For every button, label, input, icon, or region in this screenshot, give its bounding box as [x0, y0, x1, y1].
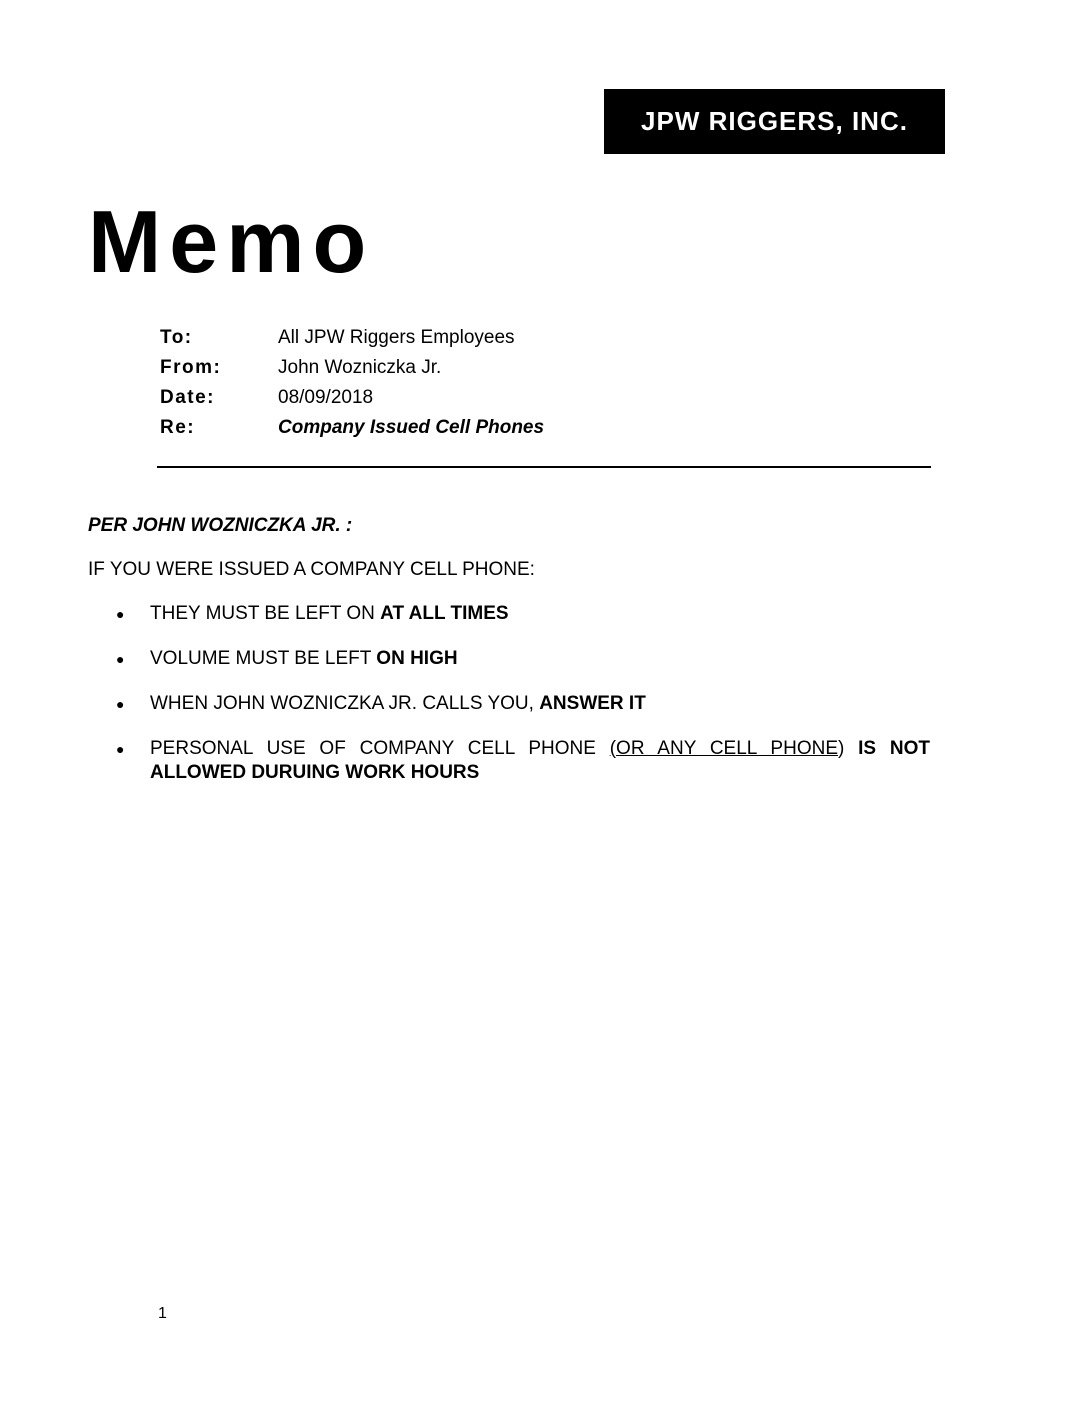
item-text: VOLUME MUST BE LEFT	[150, 648, 377, 669]
re-value: Company Issued Cell Phones	[278, 417, 545, 438]
header-divider	[157, 466, 931, 468]
item-underlined: OR ANY CELL PHONE	[616, 738, 839, 759]
bullet-icon: ●	[116, 741, 125, 757]
memo-title: Memo	[88, 192, 375, 291]
rules-list	[88, 602, 930, 785]
list-item	[88, 692, 930, 716]
per-line: PER JOHN WOZNICZKA JR. :	[88, 515, 353, 536]
list-item	[88, 737, 930, 785]
item-text: THEY MUST BE LEFT ON	[150, 603, 381, 624]
item-open-paren: (	[609, 738, 617, 759]
item-emphasis: ANSWER IT	[539, 693, 646, 714]
bullet-icon: ●	[116, 651, 125, 667]
item-emphasis: ON HIGH	[376, 648, 458, 669]
to-row	[160, 323, 940, 353]
intro-line: IF YOU WERE ISSUED A COMPANY CELL PHONE:	[88, 559, 535, 580]
from-value: John Wozniczka Jr.	[278, 357, 442, 378]
item-close-paren: )	[838, 738, 845, 759]
date-row	[160, 383, 940, 413]
item-emphasis: AT ALL TIMES	[380, 603, 509, 624]
from-label: From:	[160, 357, 222, 378]
bullet-icon: ●	[116, 606, 125, 622]
list-item	[88, 647, 930, 671]
page-number: 1	[158, 1305, 167, 1322]
item-text: PERSONAL USE OF COMPANY CELL PHONE	[150, 738, 610, 759]
to-value: All JPW Riggers Employees	[278, 327, 515, 348]
item-emphasis: IS NOT ALLOWED DURUING WORK HOURS	[150, 738, 930, 783]
bullet-icon: ●	[116, 696, 125, 712]
to-label: To:	[160, 327, 193, 348]
re-row	[160, 413, 940, 443]
item-text: WHEN JOHN WOZNICZKA JR. CALLS YOU,	[150, 693, 540, 714]
date-value: 08/09/2018	[278, 387, 374, 408]
company-name: JPW RIGGERS, INC.	[641, 106, 908, 136]
company-name-banner	[604, 89, 945, 154]
memo-header-fields	[160, 323, 940, 443]
list-item	[88, 602, 930, 626]
date-label: Date:	[160, 387, 216, 408]
from-row	[160, 353, 940, 383]
re-label: Re:	[160, 417, 196, 438]
memo-body	[88, 514, 930, 806]
